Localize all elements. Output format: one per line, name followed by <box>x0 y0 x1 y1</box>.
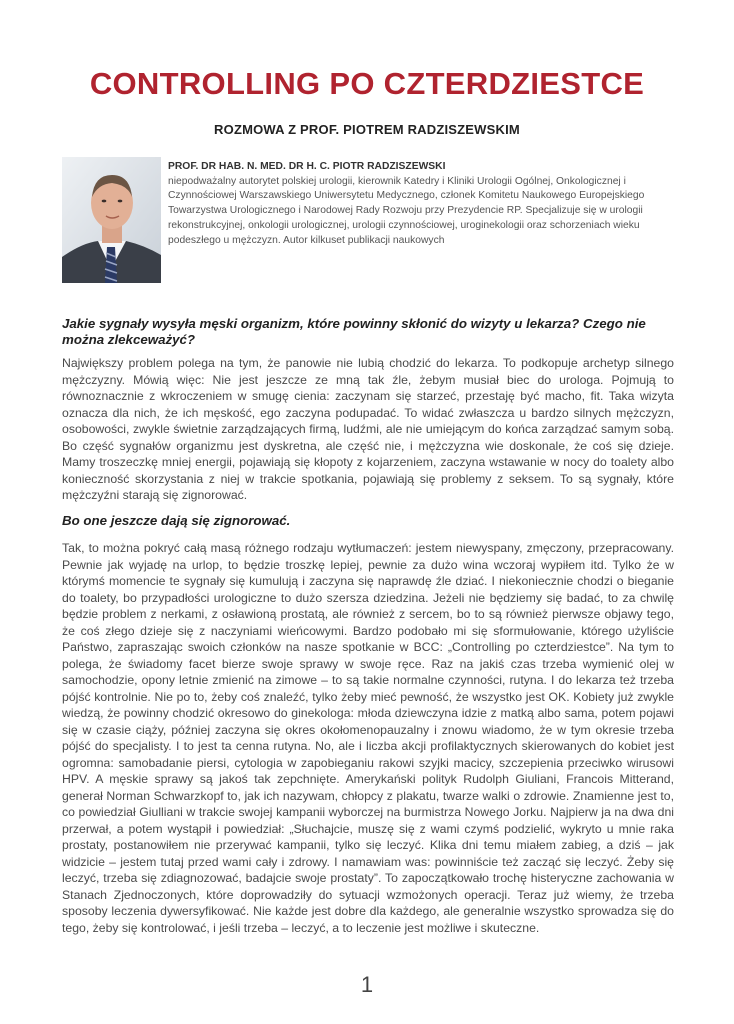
author-description: niepodważalny autorytet polskiej urologii, kierownik Katedry i Kliniki Urologii Ogólnej, Onkologicznej i Czynnościowej Warszawskiego Uniwersytetu Medycznego, członek Komitetu Naukowego Europejskiego Towarzystwa Urologicznego i Narodowej Rady Rozwoju przy Prezydencie RP. Specjalizuje się w urologii rekonstrukcyjnej, onkologii urologicznej, urologii czynnościowej, uroginekologii oraz schorzeniach wieku podeszłego u mężczyzn. Autor kilkuset publikacji naukowych <box>168 175 645 246</box>
page-number: 1 <box>360 972 374 997</box>
answer-1: Największy problem polega na tym, że panowie nie lubią chodzić do lekarza. To podkopuje archetyp silnego mężczyzny. Mówią więc: Nie jest jeszcze ze mną tak źle, żebym musiał biec do urologa. Pojmują to równoznacznie z wkroczeniem w smugę cienia: zaczynam się starzeć, przestaję być macho, fit. Taka wizyta oznacza dla nich, że ich męskość, ego zaczyna podupadać. To widać zwłaszcza u bardzo silnych mężczyzn, osobowości, zwykle świetnie zarządzających firmą, ludźmi, ale nie umiejącym do końca zarządzać samym sobą. Bo część sygnałów organizmu jest dyskretna, ale część nie, i mężczyzna wie doskonale, że coś się dzieje. Mamy troszeczkę mniej energii, pojawiają się kłopoty z kojarzeniem, zaczyna wstawanie w nocy do toalety albo konieczność skorzystania z niej w trakcie spotkania, pojawiają się problemy z seksem. To są sygnały, które mężczyźni starają się zignorować. <box>62 356 674 502</box>
author-name: PROF. DR HAB. N. MED. DR H. C. PIOTR RADZISZEWSKI <box>168 161 446 172</box>
author-bio <box>168 160 668 248</box>
question-1: Jakie sygnały wysyła męski organizm, które powinny skłonić do wizyty u lekarza? Czego nie można zlekceważyć? <box>62 316 646 347</box>
question-2: Bo one jeszcze dają się zignorować. <box>62 513 291 528</box>
author-photo <box>62 157 161 283</box>
interview-subtitle: ROZMOWA Z PROF. PIOTREM RADZISZEWSKIM <box>214 122 520 137</box>
page-title: CONTROLLING PO CZTERDZIESTCE <box>89 66 645 101</box>
answer-2: Tak, to można pokryć całą masą różnego rodzaju wytłumaczeń: jestem niewyspany, zmęczony, przepracowany. Pewnie jak wyjadę na urlop, to będzie troszkę lepiej, pewnie za dużo wina wczoraj wypiłem itd. Tylko że w którymś momencie te sygnały się kumulują i zaczyna się naprawdę źle dziać. I niekoniecznie chodzi o bieganie do toalety, bo przypadłości urologiczne to dużo szersza dziedzina. Jeżeli nie będziemy się badać, to za chwilę będzie problem z nerkami, z osławioną prostatą, ale również z sercem, bo to są również pierwsze objawy tego, że coś złego dzieje się z naczyniami wieńcowymi. Bardzo podobało mi się sformułowanie, którego użyliście Państwo, zapraszając swoich członków na nasze spotkanie w BCC: „Controlling po czterdziestce”. Na tym to polega, że świadomy facet bierze swoje sprawy w swoje ręce. Raz na jakiś czas trzeba wymienić olej w samochodzie, opony letnie zmienić na zimowe – to są takie normalne czynności, rutyna. I do lekarza też trzeba pójść kontrolnie. Nie po to, żeby coś znaleźć, tylko żeby mieć pewność, że wszystko jest OK. Kobiety już zwykle wiedzą, że powinny chodzić okresowo do ginekologa: młoda dziewczyna idzie z matką albo sama, potem pojawi się w czasie ciąży, później zaczyna się okres okołomenopauzalny i znowu wiadomo, że w tym okresie trzeba pójść do specjalisty. I to jest ta cenna rutyna. No, ale i liczba akcji profilaktycznych skierowanych do kobiet jest ogromna: samobadanie piersi, cytologia w zapobieganiu rakowi szyjki macicy, szczepienia przeciwko wirusowi HPV. A męskie sprawy są jakoś tak zepchnięte. Amerykański polityk Rudolph Giuliani, Francois Mitterand, generał Norman Schwarzkopf to, jak ich nazywam, chłopcy z plakatu, twarze walki o zdrowie. Znamienne jest to, co powiedział Giulliani w trakcie swojej kampanii wyborczej na burmistrza Nowego Jorku. Najpierw ja na dwa dni przerwał, a potem wystąpił i powiedział: „Słuchajcie, muszę się z wami czymś podzielić, wykryto u mnie raka prostaty, postanowiłem nie przerywać kampanii, tylko się leczyć. Klika dni temu miałem zabieg, a dziś – jak widzicie – jestem tutaj przed wami cały i zdrowy. I namawiam was: powinniście też zacząć się leczyć. Żeby się leczyć, trzeba się zdiagnozować, badajcie swoje prostaty”. To zapoczątkowało trochę histeryczne zachowania w Stanach Zjednoczonych, które doprowadziły do sytuacji wzmożonych operacji. Teraz już wiemy, że trzeba sposoby leczenia dywersyfikować. Nie każde jest dobre dla każdego, ale generalnie wszystko sprowadza się do tego, żeby się kontrolować, i jeśli trzeba – leczyć, a to leczenie jest możliwe i skuteczne. <box>62 541 674 935</box>
